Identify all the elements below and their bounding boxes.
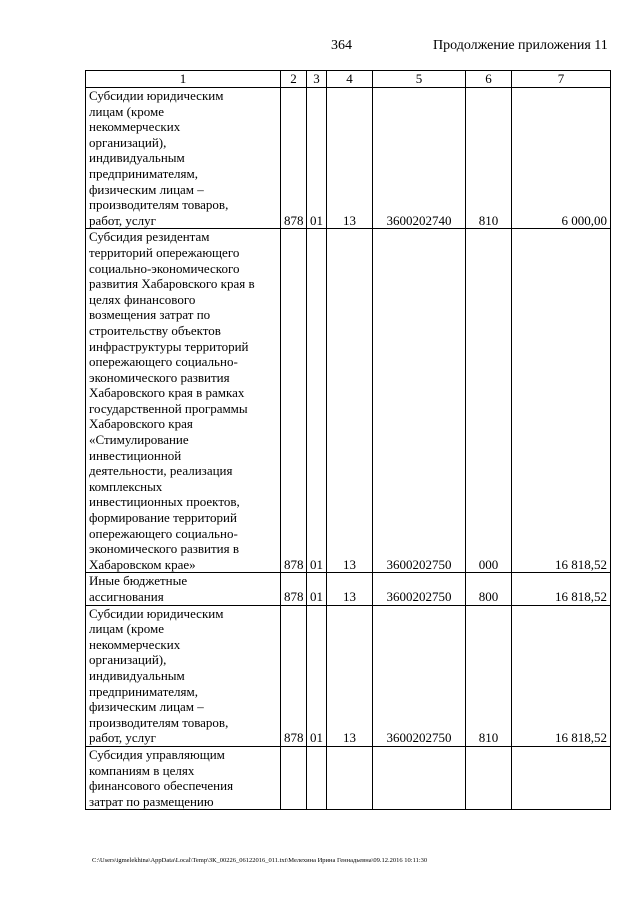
column-header: 4 bbox=[327, 71, 373, 88]
description-line: предпринимателям, bbox=[89, 165, 198, 181]
section-code bbox=[307, 746, 327, 809]
expense-type-code bbox=[466, 746, 512, 809]
target-article-code bbox=[373, 746, 466, 809]
amount: 16 818,52 bbox=[512, 605, 611, 746]
description-line: Субсидии юридическим bbox=[89, 88, 224, 103]
page-number: 364 bbox=[331, 38, 352, 53]
table-row bbox=[86, 746, 611, 809]
description-line: формирование территорий bbox=[89, 510, 237, 526]
amount bbox=[512, 746, 611, 809]
admin-code: 878 bbox=[281, 573, 307, 605]
description-line: предпринимателям, bbox=[89, 683, 198, 699]
column-header: 1 bbox=[86, 71, 281, 88]
row-description bbox=[86, 605, 281, 746]
target-article-code: 3600202740 bbox=[373, 88, 466, 229]
description-line: экономического развития в bbox=[89, 541, 239, 557]
description-line: территорий опережающего bbox=[89, 244, 240, 260]
amount: 16 818,52 bbox=[512, 573, 611, 605]
row-description bbox=[86, 229, 281, 573]
subsection-code: 13 bbox=[327, 573, 373, 605]
description-line: индивидуальным bbox=[89, 150, 185, 166]
section-code: 01 bbox=[307, 229, 327, 573]
description-line: производителям товаров, bbox=[89, 197, 229, 213]
description-line: государственной программы bbox=[89, 400, 248, 416]
description-line: затрат по размещению bbox=[89, 793, 214, 809]
subsection-code: 13 bbox=[327, 605, 373, 746]
subsection-code: 13 bbox=[327, 88, 373, 229]
table-row bbox=[86, 88, 611, 229]
admin-code: 878 bbox=[281, 229, 307, 573]
description-line: физическим лицам – bbox=[89, 699, 204, 715]
description-line: «Стимулирование bbox=[89, 432, 189, 448]
description-line: некоммерческих bbox=[89, 119, 181, 135]
column-header: 2 bbox=[281, 71, 307, 88]
description-line: финансового обеспечения bbox=[89, 778, 234, 794]
expense-type-code: 810 bbox=[466, 88, 512, 229]
description-line: работ, услуг bbox=[89, 730, 157, 746]
target-article-code: 3600202750 bbox=[373, 573, 466, 605]
description-line: опережающего социально- bbox=[89, 354, 238, 370]
admin-code bbox=[281, 746, 307, 809]
description-line: экономического развития bbox=[89, 369, 230, 385]
row-description bbox=[86, 573, 281, 605]
description-line: Субсидия управляющим bbox=[89, 746, 225, 762]
column-header: 6 bbox=[466, 71, 512, 88]
file-path-footer: C:\Users\igmelekhina\AppData\Local\Temp\ЗК_00226_06122016_011.txt\Мелехина Ирина Геннадьевна\09.12.2016 10:11:30 bbox=[92, 857, 428, 864]
description-line: лицам (кроме bbox=[89, 103, 165, 119]
description-line: некоммерческих bbox=[89, 636, 181, 652]
admin-code: 878 bbox=[281, 88, 307, 229]
appendix-title: Продолжение приложения 11 bbox=[433, 38, 608, 53]
description-line: возмещения затрат по bbox=[89, 307, 211, 323]
description-line: строительству объектов bbox=[89, 322, 221, 338]
description-line: деятельности, реализация bbox=[89, 463, 233, 479]
description-line: производителям товаров, bbox=[89, 714, 229, 730]
description-line: работ, услуг bbox=[89, 212, 157, 228]
description-line: Хабаровского края bbox=[89, 416, 193, 432]
subsection-code bbox=[327, 746, 373, 809]
expense-type-code: 800 bbox=[466, 573, 512, 605]
target-article-code: 3600202750 bbox=[373, 605, 466, 746]
description-line: организаций), bbox=[89, 134, 167, 150]
section-code: 01 bbox=[307, 573, 327, 605]
column-header: 7 bbox=[512, 71, 611, 88]
expense-type-code: 000 bbox=[466, 229, 512, 573]
subsection-code: 13 bbox=[327, 229, 373, 573]
description-line: ассигнования bbox=[89, 589, 164, 604]
budget-table bbox=[85, 70, 611, 810]
description-line: Субсидия резидентам bbox=[89, 229, 210, 245]
description-line: Иные бюджетные bbox=[89, 573, 188, 589]
description-line: организаций), bbox=[89, 652, 167, 668]
description-line: Хабаровского края в рамках bbox=[89, 385, 245, 401]
description-line: Субсидии юридическим bbox=[89, 605, 224, 621]
description-line: комплексных bbox=[89, 478, 163, 494]
description-line: лицам (кроме bbox=[89, 621, 165, 637]
expense-type-code: 810 bbox=[466, 605, 512, 746]
amount: 6 000,00 bbox=[512, 88, 611, 229]
row-description bbox=[86, 88, 281, 229]
amount: 16 818,52 bbox=[512, 229, 611, 573]
table-row bbox=[86, 229, 611, 573]
description-line: физическим лицам – bbox=[89, 181, 204, 197]
section-code: 01 bbox=[307, 605, 327, 746]
column-header: 3 bbox=[307, 71, 327, 88]
description-line: развития Хабаровского края в bbox=[89, 276, 255, 292]
description-line: инфраструктуры территорий bbox=[89, 338, 249, 354]
description-line: инвестиционных проектов, bbox=[89, 494, 240, 510]
table-row bbox=[86, 605, 611, 746]
description-line: опережающего социально- bbox=[89, 525, 238, 541]
description-line: компаниям в целях bbox=[89, 762, 195, 778]
row-description bbox=[86, 746, 281, 809]
description-line: целях финансового bbox=[89, 291, 196, 307]
description-line: индивидуальным bbox=[89, 667, 185, 683]
column-header: 5 bbox=[373, 71, 466, 88]
description-line: инвестиционной bbox=[89, 447, 182, 463]
target-article-code: 3600202750 bbox=[373, 229, 466, 573]
table-row bbox=[86, 573, 611, 605]
description-line: Хабаровском крае» bbox=[89, 556, 196, 572]
section-code: 01 bbox=[307, 88, 327, 229]
description-line: социально-экономического bbox=[89, 260, 240, 276]
table-header-row bbox=[86, 71, 611, 88]
admin-code: 878 bbox=[281, 605, 307, 746]
